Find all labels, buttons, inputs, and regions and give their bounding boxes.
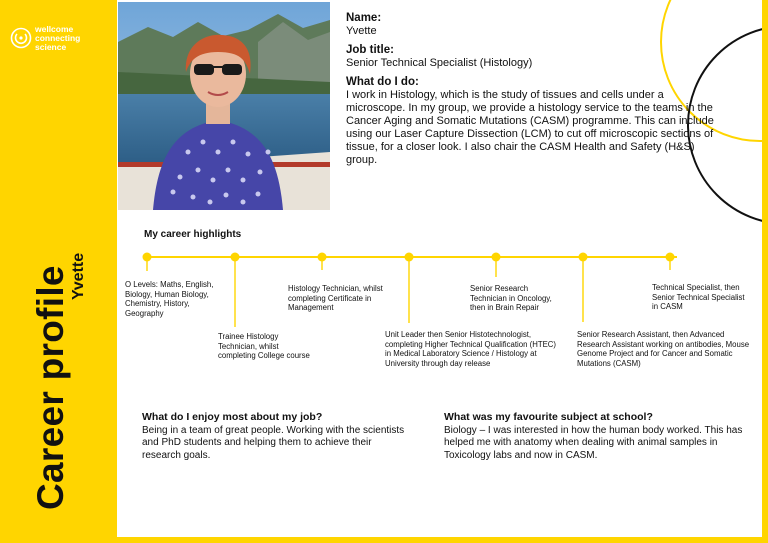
timeline-milestone-dot xyxy=(231,253,240,262)
what-do-text: I work in Histology, which is the study of tissues and cells under a microscope. In my group, we provide a histology service to the teams in the Cancer Aging and Somatic Mutations (CASM) programme. This can include using our Laser Capture Dissection (LCM) to cut off microscopic sections of tissue, for a closer look. I also chair the CASM Health and Safety (H&S) group. xyxy=(346,89,714,166)
timeline-item: Senior Research Assistant, then Advanced Research Assistant working on antibodies, Mouse Genome Project and for Cancer and Somatic Mutations (CASM) xyxy=(577,330,750,368)
job-title-label: Job title: xyxy=(346,44,394,56)
wellcome-logo-icon xyxy=(10,27,32,49)
timeline-milestone-dot xyxy=(318,253,327,262)
timeline-milestone-dot xyxy=(405,253,414,262)
career-profile-name: Yvette xyxy=(70,252,87,300)
favourite-subject-answer: Biology – I was interested in how the human body worked. This has helped me with anatomy when dealing with animal samples in Toxicology labs and now in CASM. xyxy=(444,424,743,461)
what-do-label: What do I do: xyxy=(346,76,419,88)
name-value: Yvette xyxy=(346,25,377,37)
career-profile-heading xyxy=(30,210,87,510)
timeline-item: Trainee Histology Technician, whilst completing College course xyxy=(218,332,310,360)
favourite-subject-question: What was my favourite subject at school? xyxy=(444,411,653,423)
enjoy-answer: Being in a team of great people. Working with the scientists and PhD students and helping them to achieve their research goals. xyxy=(142,424,405,461)
timeline-milestone-dot xyxy=(143,253,152,262)
enjoy-question: What do I enjoy most about my job? xyxy=(142,411,323,423)
timeline-item: Senior Research Technician in Oncology, then in Brain Repair xyxy=(470,284,552,312)
timeline-connectors xyxy=(147,257,670,327)
favourite-subject-section xyxy=(444,411,744,462)
career-highlights-title: My career highlights xyxy=(144,229,242,240)
content-panel xyxy=(117,0,762,537)
logo-wordmark xyxy=(35,25,80,52)
career-profile-title: Career profile xyxy=(30,265,71,510)
logo-line: science xyxy=(35,42,67,52)
timeline-item: Unit Leader then Senior Histotechnologist, completing Higher Technical Qualification (HTEC) in Medical Laboratory Science / Histology at University through day release xyxy=(385,330,557,368)
career-timeline xyxy=(117,0,762,400)
wellcome-logo xyxy=(10,24,110,64)
name-label: Name: xyxy=(346,12,382,24)
timeline-milestone-dot xyxy=(492,253,501,262)
timeline-item: Technical Specialist, then Senior Technical Specialist in CASM xyxy=(652,283,745,311)
timeline-milestone-dot xyxy=(666,253,675,262)
logo-line: wellcome xyxy=(35,24,74,34)
logo-line: connecting xyxy=(35,33,81,43)
sidebar xyxy=(0,0,117,543)
timeline-milestone-dot xyxy=(579,253,588,262)
enjoy-section xyxy=(142,411,412,462)
job-title-value: Senior Technical Specialist (Histology) xyxy=(346,57,533,69)
timeline-item: O Levels: Maths, English, Biology, Human Biology, Chemistry, History, Geography xyxy=(125,280,214,318)
timeline-item: Histology Technician, whilst completing Certificate in Management xyxy=(288,284,383,312)
